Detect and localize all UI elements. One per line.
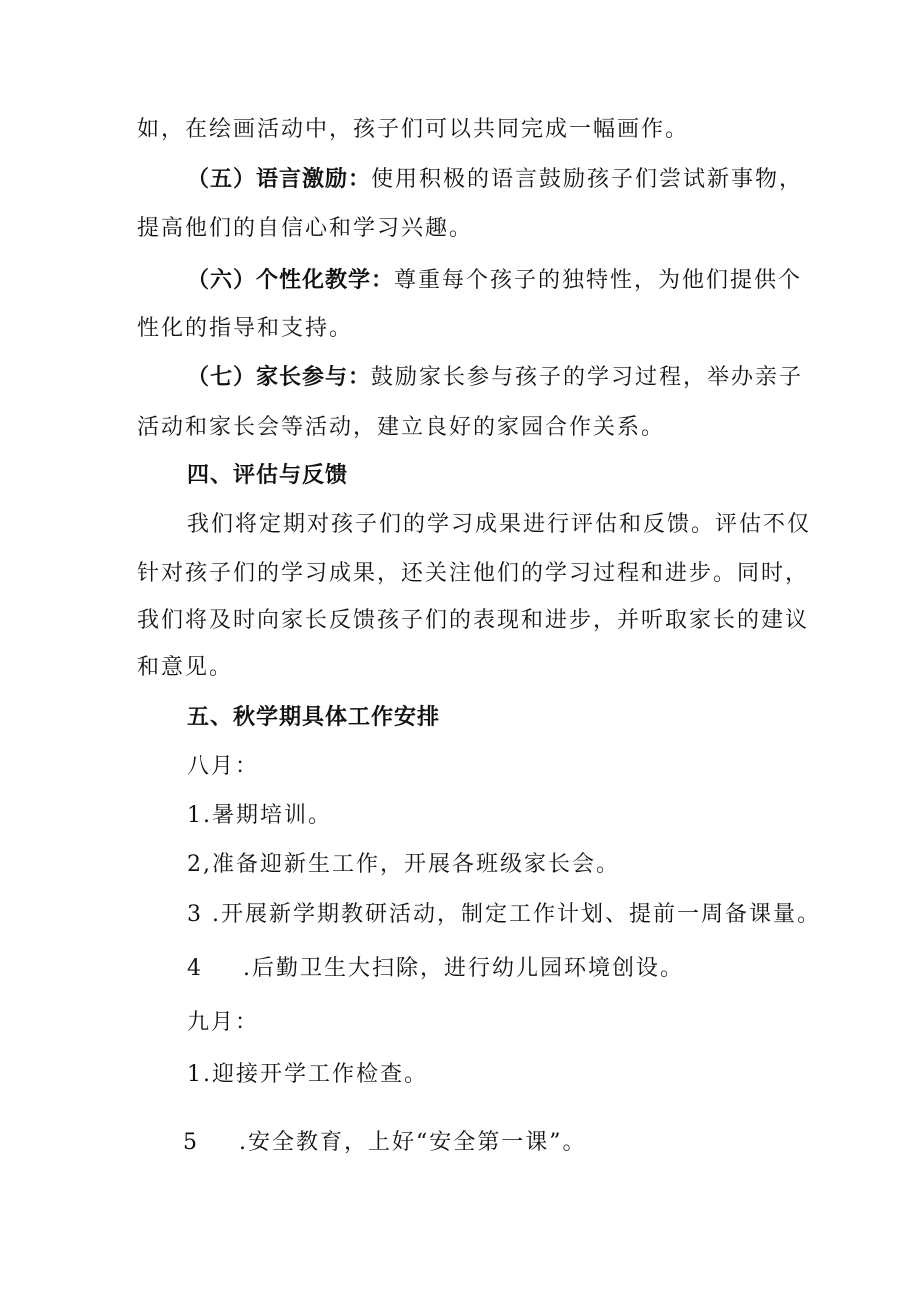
item-text: .安全教育，上好“安全第一课”。	[239, 1130, 587, 1155]
paragraph-line: 如，在绘画活动中，孩子们可以共同完成一幅画作。	[137, 117, 690, 142]
paragraph-line: 我们将及时向家长反馈孩子们的表现和进步，并听取家长的建议	[137, 608, 810, 633]
list-item	[183, 1128, 587, 1158]
list-item-5	[187, 165, 803, 195]
item-label: （七）家长参与：	[187, 365, 372, 390]
item-text: 使用积极的语言鼓励孩子们尝试新事物，	[371, 167, 804, 192]
item-label: （五）语言激励：	[187, 167, 372, 192]
paragraph-line: 活动和家长会等活动，建立良好的家园合作关系。	[137, 415, 666, 440]
item-label: （六）个性化教学：	[187, 268, 395, 293]
section-heading-4: 四、评估与反馈	[187, 463, 349, 488]
item-number: 4	[187, 956, 203, 981]
section-heading-5: 五、秋学期具体工作安排	[187, 705, 441, 730]
item-text: 尊重每个孩子的独特性，为他们提供个	[394, 268, 803, 293]
month-label: 九月：	[187, 1010, 260, 1035]
month-label: 八月：	[187, 754, 260, 779]
paragraph-line: 和意见。	[137, 655, 234, 680]
list-item-7	[187, 363, 803, 393]
paragraph-line: 我们将定期对孩子们的学习成果进行评估和反馈。评估不仅	[187, 512, 812, 537]
paragraph-line: 针对孩子们的学习成果，还关注他们的学习过程和进步。同时，	[137, 561, 810, 586]
paragraph-line: 提高他们的自信心和学习兴趣。	[137, 216, 474, 241]
item-number: 5	[183, 1130, 199, 1155]
paragraph-line: 性化的指导和支持。	[137, 316, 354, 341]
list-item: 1.迎接开学工作检查。	[187, 1062, 428, 1087]
item-text: 鼓励家长参与孩子的学习过程，举办亲子	[371, 365, 804, 390]
item-text: .后勤卫生大扫除，进行幼儿园环境创设。	[243, 956, 684, 981]
list-item-6	[187, 266, 802, 296]
list-item: 2,准备迎新生工作，开展各班级家长会。	[187, 852, 620, 877]
list-item: 1.暑期培训。	[187, 803, 332, 828]
list-item	[187, 954, 684, 984]
list-item: 3 .开展新学期教研活动，制定工作计划、提前一周备课量。	[187, 902, 821, 927]
